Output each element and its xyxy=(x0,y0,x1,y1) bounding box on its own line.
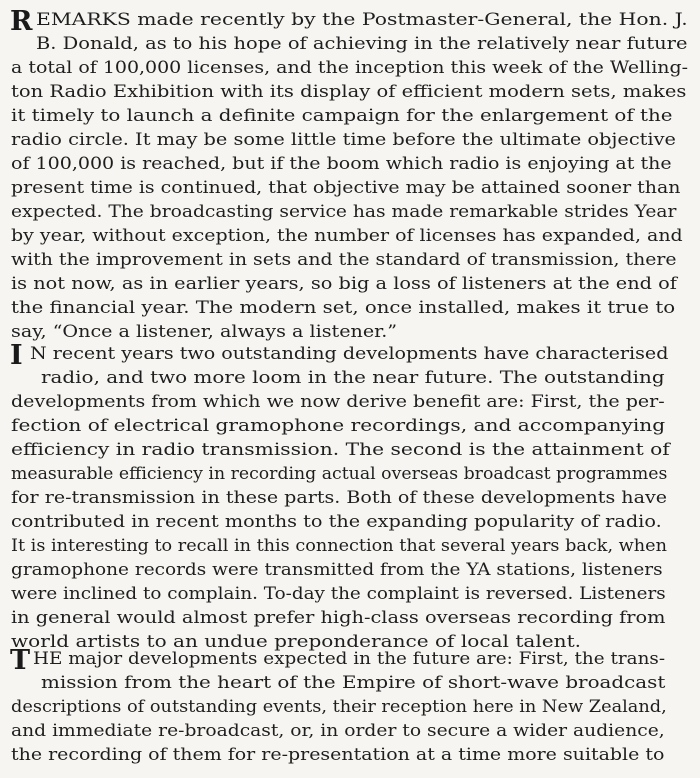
drop-cap: R xyxy=(10,6,33,37)
text-line: the financial year. The modern set, once installed, makes it true to xyxy=(11,298,676,318)
text-line: present time is continued, that objective may be attained sooner than xyxy=(11,178,681,198)
text-line: developments from which we now derive benefit are: First, the per- xyxy=(11,392,665,412)
text-line: It is interesting to recall in this connection that several years back, when xyxy=(11,536,667,556)
text-line: ton Radio Exhibition with its display of efficient modern sets, makes xyxy=(11,82,687,102)
drop-cap: I xyxy=(10,340,23,371)
text-line: HE major developments expected in the future are: First, the trans- xyxy=(33,649,666,669)
text-line: EMARKS made recently by the Postmaster-General, the Hon. J. xyxy=(36,10,688,30)
text-line: it timely to launch a definite campaign for the enlargement of the xyxy=(11,106,673,126)
text-line: expected. The broadcasting service has made remarkable strides Year xyxy=(11,202,677,222)
text-line: efficiency in radio transmission. The second is the attainment of xyxy=(11,440,670,460)
text-line: were inclined to complain. To-day the complaint is reversed. Listeners xyxy=(11,584,666,604)
text-line: mission from the heart of the Empire of short-wave broadcast xyxy=(41,673,666,693)
drop-cap: T xyxy=(10,645,31,676)
text-line: B. Donald, as to his hope of achieving in the relatively near future xyxy=(36,34,688,54)
text-line: in general would almost prefer high-class overseas recording from xyxy=(11,608,666,628)
text-line: descriptions of outstanding events, their reception here in New Zealand, xyxy=(11,697,667,717)
text-line: contributed in recent months to the expanding popularity of radio. xyxy=(11,512,662,532)
text-line: by year, without exception, the number of licenses has expanded, and xyxy=(11,226,683,246)
text-line: with the improvement in sets and the standard of transmission, there xyxy=(11,250,677,270)
text-line: a total of 100,000 licenses, and the inception this week of the Welling- xyxy=(11,58,689,78)
text-line: is not now, as in earlier years, so big a loss of listeners at the end of xyxy=(11,274,677,294)
text-line: and immediate re-broadcast, or, in order to secure a wider audience, xyxy=(11,721,665,741)
text-line: radio circle. It may be some little time before the ultimate objective xyxy=(11,130,676,150)
text-line: N recent years two outstanding developments have characterised xyxy=(30,344,669,364)
text-line: gramophone records were transmitted from the YA stations, listeners xyxy=(11,560,663,580)
text-line: fection of electrical gramophone recordings, and accompanying xyxy=(11,416,666,436)
text-line: of 100,000 is reached, but if the boom which radio is enjoying at the xyxy=(11,154,672,174)
text-line: radio, and two more loom in the near future. The outstanding xyxy=(41,368,665,388)
text-line: measurable efficiency in recording actual overseas broadcast programmes xyxy=(11,464,668,484)
text-line: the recording of them for re-presentation at a time more suitable to xyxy=(11,745,665,765)
text-line: say, “Once a listener, always a listener.” xyxy=(11,322,398,342)
text-line: world artists to an undue preponderance of local talent. xyxy=(11,632,582,652)
text-line: for re-transmission in these parts. Both of these developments have xyxy=(11,488,668,508)
